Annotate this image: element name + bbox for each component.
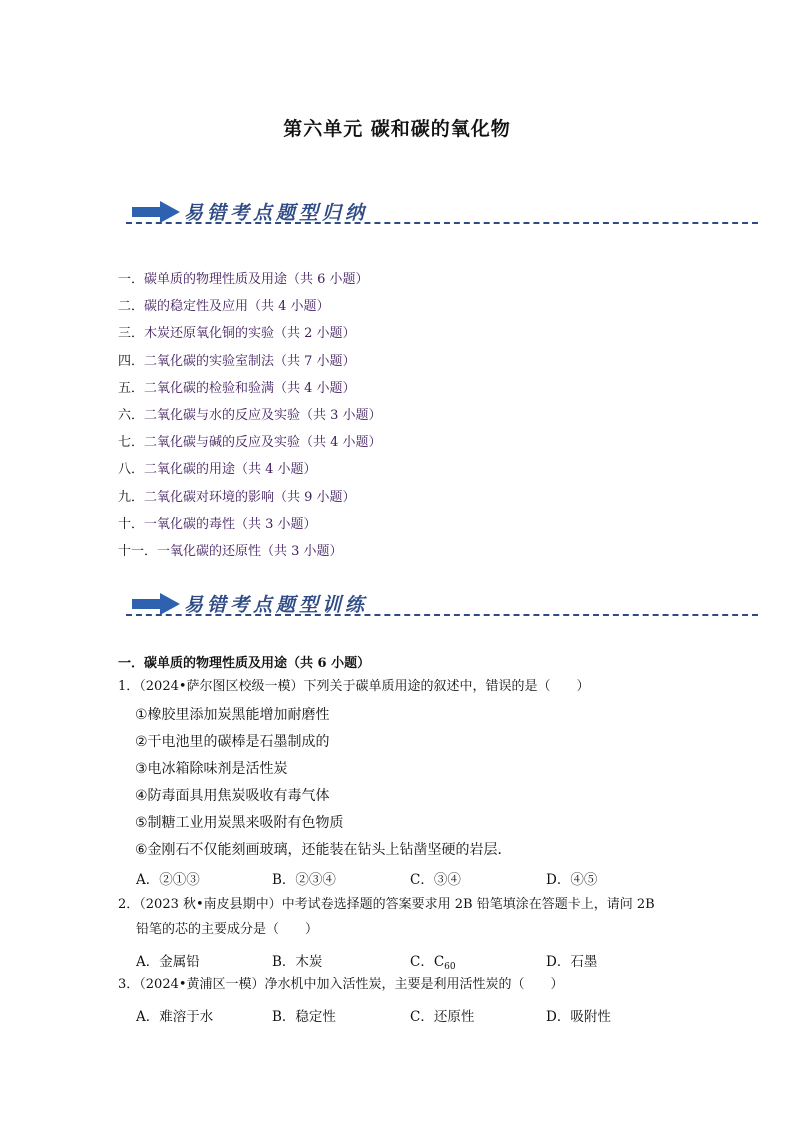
dashed-divider (126, 222, 758, 224)
topic-list (118, 270, 382, 569)
question-1-statement: ③电冰箱除味剂是活性炭 (135, 761, 288, 777)
banner-title: 易错考点题型训练 (184, 594, 369, 616)
arrow-right-icon (132, 593, 180, 615)
option-d[interactable]: D．吸附性 (546, 1009, 611, 1025)
option-a[interactable]: A．②①③ (136, 872, 200, 888)
option-b[interactable]: B．木炭 (272, 954, 323, 970)
question-2-stem-cont: 铅笔的芯的主要成分是（ ） (136, 922, 319, 937)
topic-item[interactable]: 十一．一氧化碳的还原性（共 3 小题） (118, 543, 343, 559)
question-2-stem: 2．（2023 秋•南皮县期中）中考试卷选择题的答案要求用 2B 铅笔填涂在答题卡上，请问 2B (118, 897, 655, 912)
topic-item[interactable]: 十．一氧化碳的毒性（共 3 小题） (118, 516, 317, 532)
topic-item[interactable]: 八．二氧化碳的用途（共 4 小题） (118, 462, 317, 478)
question-1-statement: ②干电池里的碳棒是石墨制成的 (135, 734, 330, 750)
question-1-statement: ④防毒面具用焦炭吸收有毒气体 (135, 788, 330, 804)
topic-item[interactable]: 三．木炭还原氧化铜的实验（共 2 小题） (118, 326, 356, 342)
question-1-statement: ⑤制糖工业用炭黑来吸附有色物质 (135, 815, 344, 831)
section-banner-summary (126, 196, 758, 230)
topic-item[interactable]: 四．二氧化碳的实验室制法（共 7 小题） (118, 353, 356, 369)
option-d[interactable]: D．④⑤ (546, 872, 598, 888)
topic-item[interactable]: 二．碳的稳定性及应用（共 4 小题） (118, 299, 330, 315)
question-1-stem: 1．（2024•萨尔图区校级一模）下列关于碳单质用途的叙述中，错误的是（ ） (118, 679, 590, 694)
page-title: 第六单元 碳和碳的氧化物 (283, 118, 511, 140)
section-banner-training (126, 588, 758, 622)
section-heading: 一．碳单质的物理性质及用途（共 6 小题） (118, 656, 371, 671)
banner-title: 易错考点题型归纳 (184, 202, 369, 224)
topic-item[interactable]: 一．碳单质的物理性质及用途（共 6 小题） (118, 272, 369, 287)
option-d[interactable]: D．石墨 (546, 954, 598, 970)
option-a[interactable]: A．难溶于水 (136, 1009, 214, 1025)
dashed-divider (126, 614, 758, 616)
question-1-statement: ①橡胶里添加炭黑能增加耐磨性 (135, 707, 330, 723)
option-a[interactable]: A．金属铅 (136, 954, 200, 970)
topic-item[interactable]: 五．二氧化碳的检验和验满（共 4 小题） (118, 380, 356, 396)
option-c[interactable]: C．还原性 (410, 1009, 475, 1025)
option-c[interactable]: C．③④ (410, 872, 461, 888)
question-1-statement: ⑥金刚石不仅能刻画玻璃，还能装在钻头上钻凿坚硬的岩层． (135, 842, 512, 858)
option-b[interactable]: B．稳定性 (272, 1009, 336, 1025)
topic-item[interactable]: 九．二氧化碳对环境的影响（共 9 小题） (118, 489, 356, 505)
option-b[interactable]: B．②③④ (272, 872, 336, 888)
topic-item[interactable]: 七．二氧化碳与碱的反应及实验（共 4 小题） (118, 435, 382, 451)
topic-item[interactable]: 六．二氧化碳与水的反应及实验（共 3 小题） (118, 407, 382, 423)
arrow-right-icon (132, 201, 180, 223)
option-c[interactable]: C．$C_{60}$ (410, 954, 456, 972)
subscript-60: 60 (444, 962, 456, 972)
question-3-stem: 3．（2024•黄浦区一模）净水机中加入活性炭，主要是利用活性炭的（ ） (118, 977, 564, 992)
